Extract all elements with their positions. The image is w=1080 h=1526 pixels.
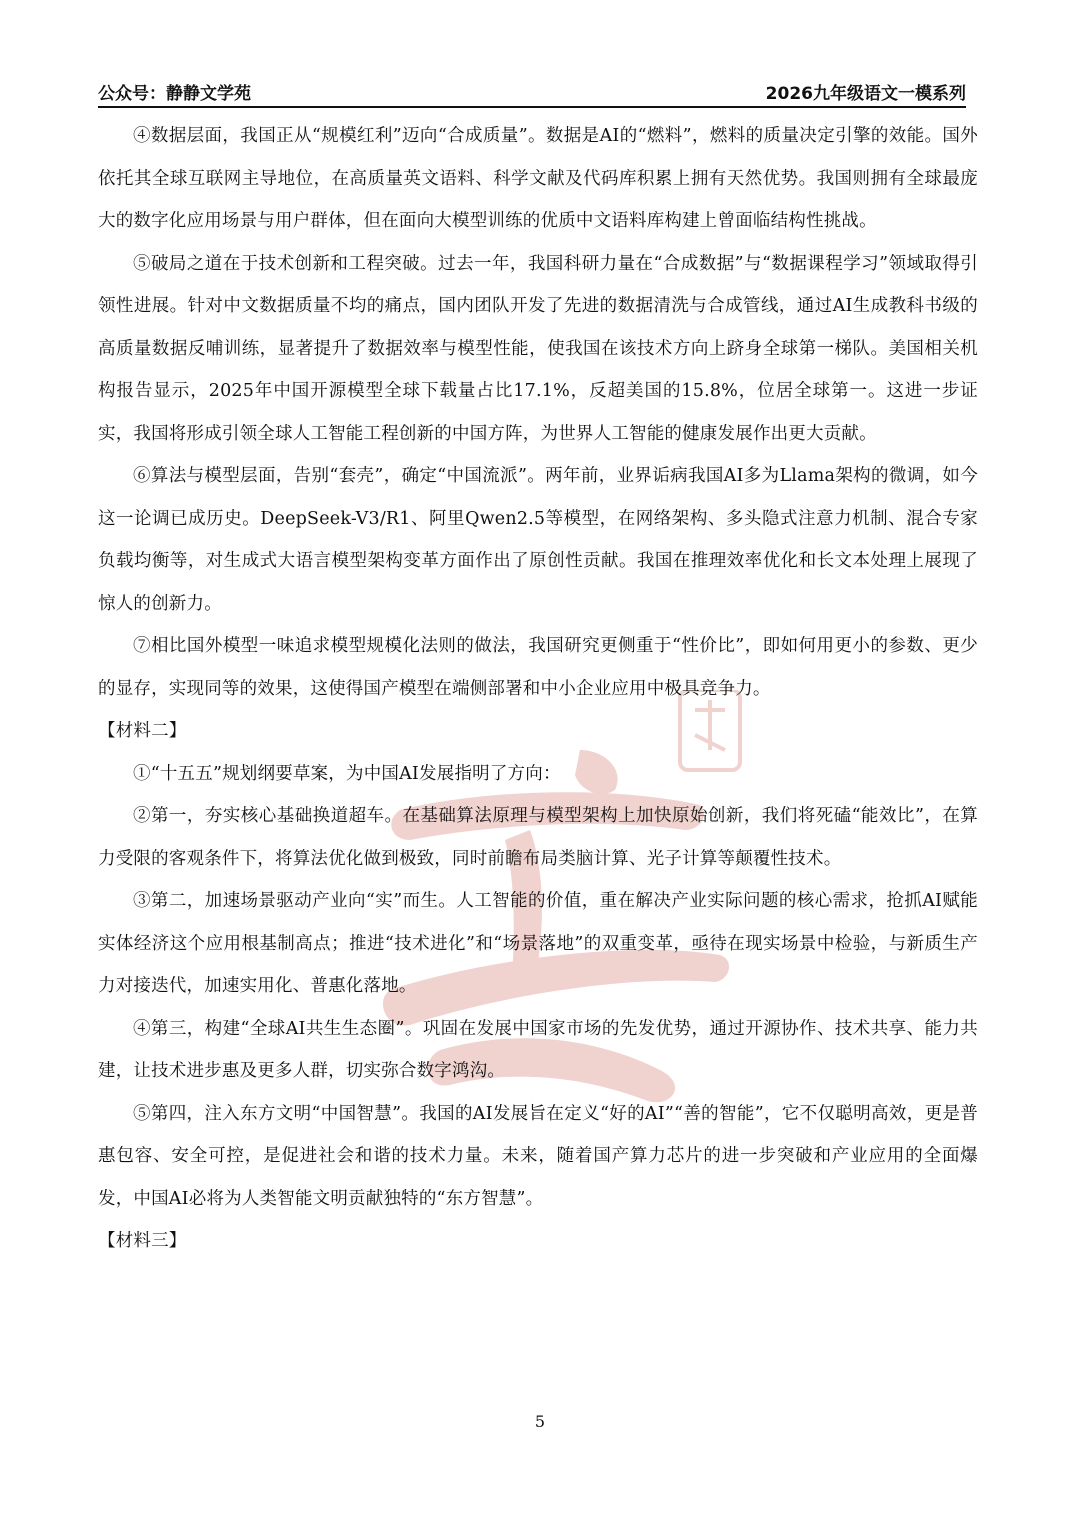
header-left: 公众号：静静文学苑 bbox=[98, 84, 251, 104]
page-header bbox=[98, 78, 966, 108]
material-2-title: 【材料二】 bbox=[98, 721, 187, 741]
paragraph-4: ④数据层面，我国正从“规模红利”迈向“合成质量”。数据是AI的“燃料”，燃料的质量决定引擎的效能。国外依托其全球互联网主导地位，在高质量英文语料、科学文献及代码库积累上拥有天然优势。我国则拥有全球最庞大的数字化应用场景与用户群体，但在面向大模型训练的优质中文语料库构建上曾面临结构性挑战。 bbox=[98, 126, 978, 231]
paragraph-5: ⑤破局之道在于技术创新和工程突破。过去一年，我国科研力量在“合成数据”与“数据课程学习”领域取得引领性进展。针对中文数据质量不均的痛点，国内团队开发了先进的数据清洗与合成管线，通过AI生成教科书级的高质量数据反哺训练，显著提升了数据效率与模型性能，使我国在该技术方向上跻身全球第一梯队。美国相关机构报告显示，2025年中国开源模型全球下载量占比17.1%，反超美国的15.8%，位居全球第一。这进一步证实，我国将形成引领全球人工智能工程创新的中国方阵，为世界人工智能的健康发展作出更大贡献。 bbox=[98, 253, 978, 444]
material-3-title: 【材料三】 bbox=[98, 1231, 187, 1251]
material-2-paragraph-1: ①“十五五”规划纲要草案，为中国AI发展指明了方向： bbox=[133, 763, 561, 784]
main-content bbox=[98, 115, 978, 1263]
material-2-paragraph-2: ②第一，夯实核心基础换道超车。在基础算法原理与模型架构上加快原始创新，我们将死磕“能效比”，在算力受限的客观条件下，将算法优化做到极致，同时前瞻布局类脑计算、光子计算等颠覆性技术。 bbox=[98, 806, 978, 869]
page-number: 5 bbox=[534, 1412, 546, 1431]
paragraph-6: ⑥算法与模型层面，告别“套壳”，确定“中国流派”。两年前，业界诟病我国AI多为Llama架构的微调，如今这一论调已成历史。DeepSeek-V3/R1、阿里Qwen2.5等模型，在网络架构、多头隐式注意力机制、混合专家负载均衡等，对生成式大语言模型架构变革方面作出了原创性贡献。我国在推理效率优化和长文本处理上展现了惊人的创新力。 bbox=[98, 466, 978, 614]
header-right: 2026九年级语文一模系列 bbox=[765, 84, 966, 104]
material-2-paragraph-3: ③第二，加速场景驱动产业向“实”而生。人工智能的价值，重在解决产业实际问题的核心需求，抢抓AI赋能实体经济这个应用根基制高点；推进“技术进化”和“场景落地”的双重变革，亟待在现实场景中检验，与新质生产力对接迭代，加速实用化、普惠化落地。 bbox=[98, 891, 978, 996]
material-2-paragraph-4: ④第三，构建“全球AI共生生态圈”。巩固在发展中国家市场的先发优势，通过开源协作、技术共享、能力共建，让技术进步惠及更多人群，切实弥合数字鸿沟。 bbox=[98, 1018, 978, 1081]
material-2-paragraph-5: ⑤第四，注入东方文明“中国智慧”。我国的AI发展旨在定义“好的AI”“善的智能”，它不仅聪明高效，更是普惠包容、安全可控，是促进社会和谐的技术力量。未来，随着国产算力芯片的进一步突破和产业应用的全面爆发，中国AI必将为人类智能文明贡献独特的“东方智慧”。 bbox=[98, 1103, 978, 1209]
paragraph-7: ⑦相比国外模型一味追求模型规模化法则的做法，我国研究更侧重于“性价比”，即如何用更小的参数、更少的显存，实现同等的效果，这使得国产模型在端侧部署和中小企业应用中极具竞争力。 bbox=[98, 636, 978, 699]
